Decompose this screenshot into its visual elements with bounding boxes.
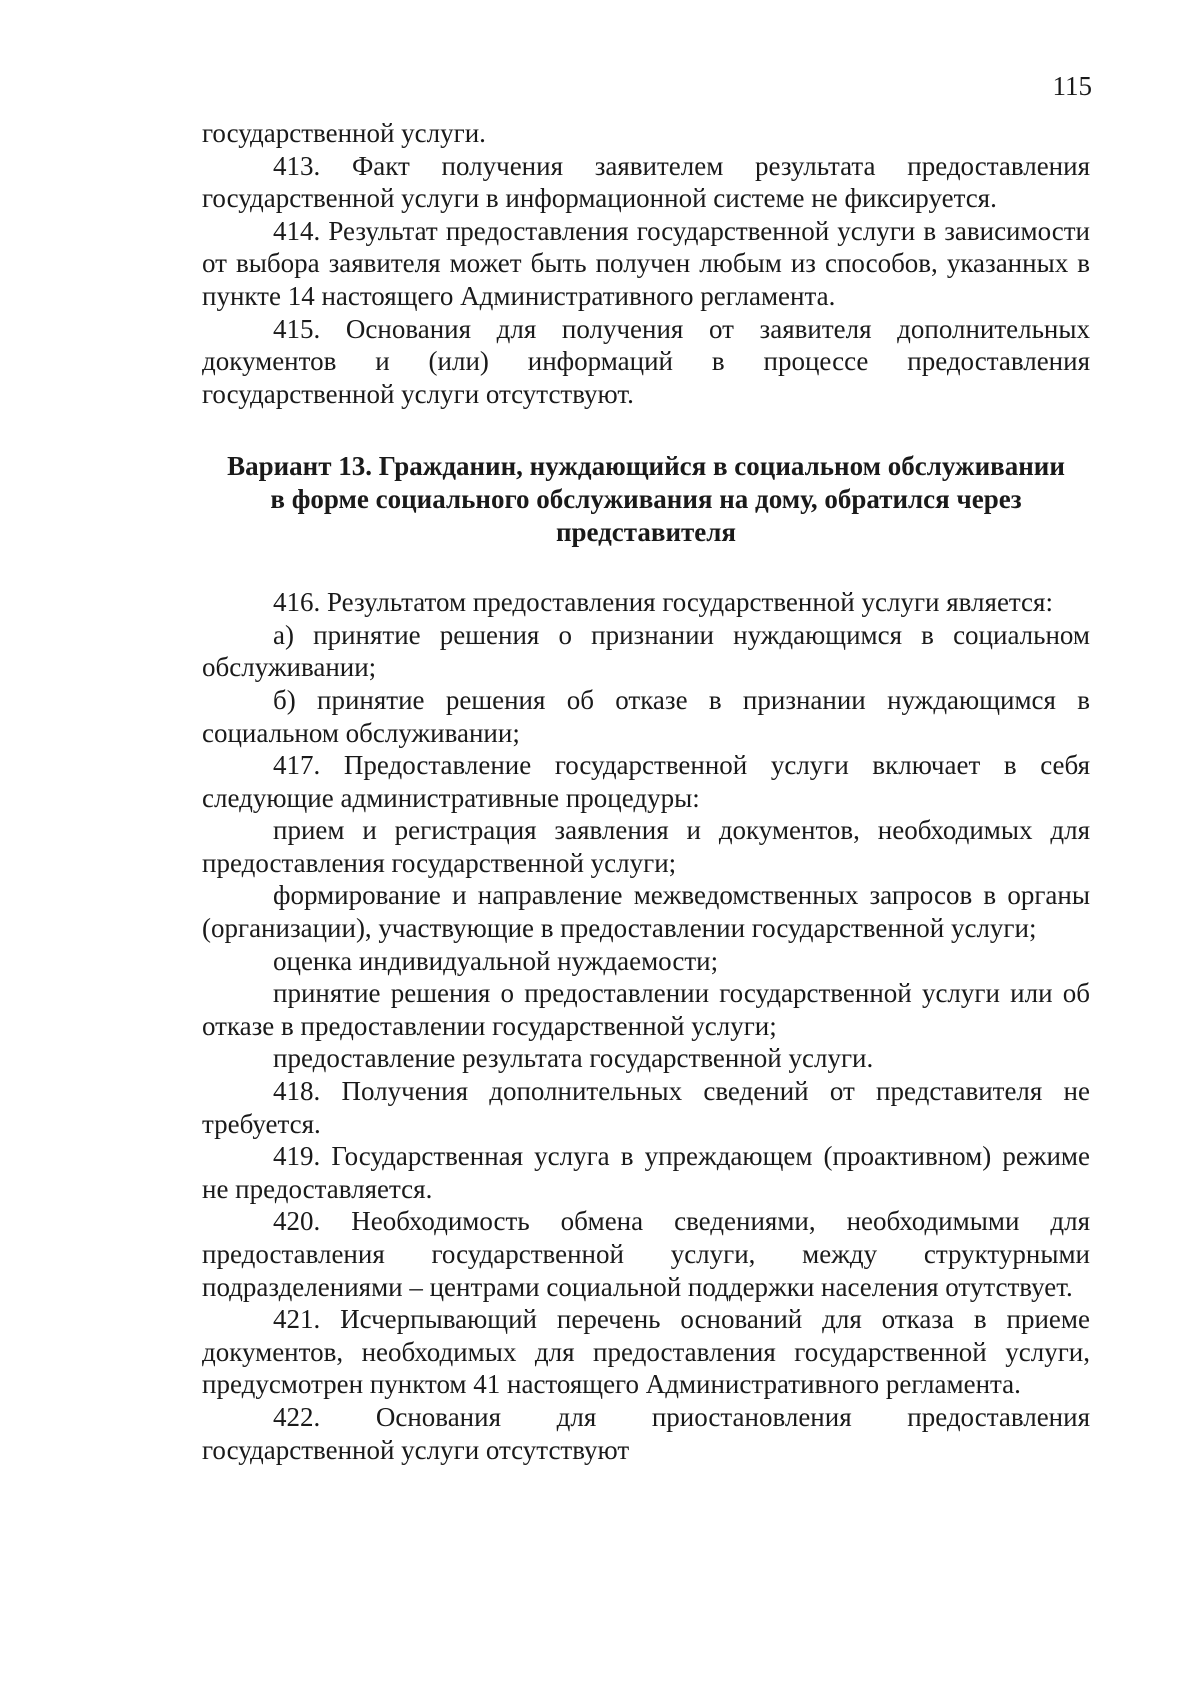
paragraph-414: 414. Результат предоставления государственной услуги в зависимости от выбора заявителя может быть получен любым из способов, указанных в пункте 14 настоящего Административного регламента. <box>202 215 1090 311</box>
list-item-b: б) принятие решения об отказе в признании нуждающимся в социальном обслуживании; <box>202 684 1090 748</box>
paragraph-419: 419. Государственная услуга в упреждающем (проактивном) режиме не предоставляется. <box>202 1141 1090 1204</box>
procedure-item: оценка индивидуальной нуждаемости; <box>273 945 719 976</box>
paragraph-421: 421. Исчерпывающий перечень оснований для отказа в приеме документов, необходимых для предоставления государственной услуги, предусмотрен пунктом 41 настоящего Административного регламента. <box>202 1304 1090 1400</box>
page-number: 115 <box>1052 71 1092 101</box>
paragraph-418: 418. Получения дополнительных сведений от представителя не требуется. <box>202 1076 1090 1139</box>
paragraph-420: 420. Необходимость обмена сведениями, необходимыми для предоставления государственной услуги, между структурными подразделениями – центрами социальной поддержки населения отутствует. <box>202 1206 1090 1302</box>
paragraph: государственной услуги. <box>202 118 486 148</box>
procedure-item: формирование и направление межведомственных запросов в органы (организации), участвующие в предоставлении государственной услуги; <box>202 880 1090 944</box>
procedure-item: предоставление результата государственной услуги. <box>273 1043 874 1074</box>
procedure-item: принятие решения о предоставлении государственной услуги или об отказе в предоставлении государственной услуги; <box>202 978 1090 1041</box>
section-heading-line: Вариант 13. Гражданин, нуждающийся в социальном обслуживании <box>227 451 1065 482</box>
list-item-a: а) принятие решения о признании нуждающимся в социальном обслуживании; <box>202 619 1090 683</box>
paragraph-417: 417. Предоставление государственной услуги включает в себя следующие административные процедуры: <box>202 750 1090 813</box>
paragraph-413: 413. Факт получения заявителем результата предоставления государственной услуги в информационной системе не фиксируется. <box>202 150 1090 214</box>
document-body <box>202 117 1090 1466</box>
section-heading-line: в форме социального обслуживания на дому, обратился через <box>270 483 1022 514</box>
section-heading-line: представителя <box>555 516 737 547</box>
procedure-item: прием и регистрация заявления и документов, необходимых для предоставления государственной услуги; <box>202 815 1090 878</box>
section-heading <box>202 450 1090 548</box>
paragraph-416: 416. Результатом предоставления государственной услуги является: <box>273 587 1053 618</box>
paragraph-415: 415. Основания для получения от заявителя дополнительных документов и (или) информаций в процессе предоставления государственной услуги отсутствуют. <box>202 313 1090 409</box>
paragraph-422: 422. Основания для приостановления предоставления государственной услуги отсутствуют <box>202 1401 1090 1465</box>
